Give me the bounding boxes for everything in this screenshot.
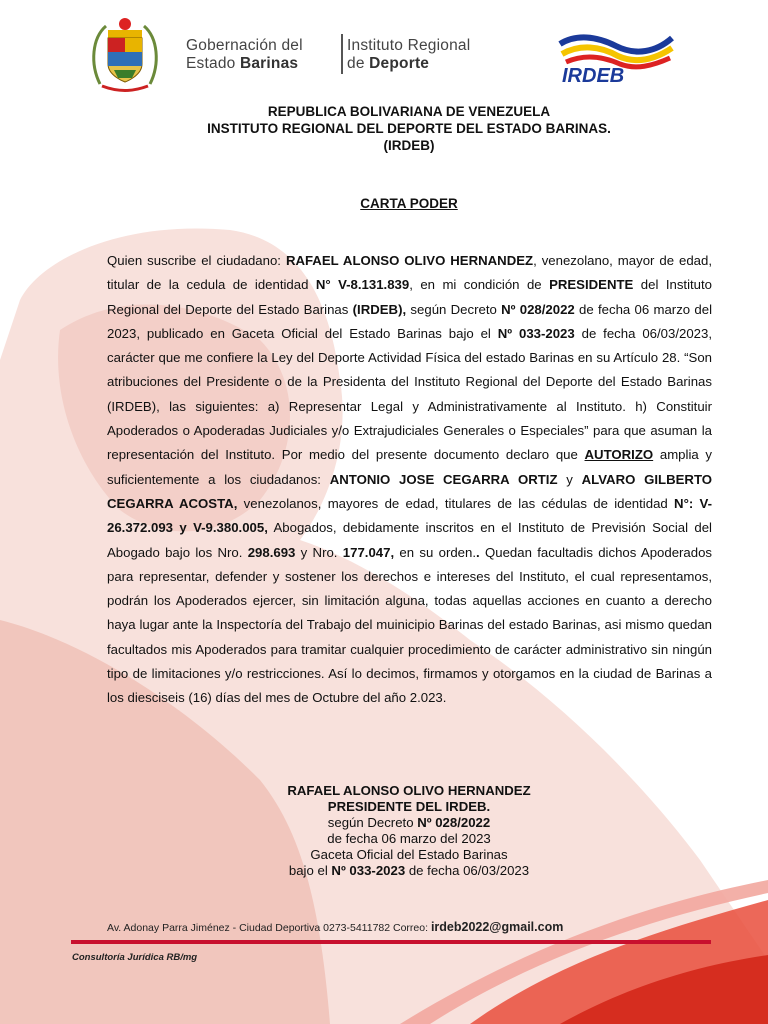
sig-text: bajo el bbox=[288, 863, 332, 878]
gov-line1: Gobernación del bbox=[186, 37, 303, 54]
consultancy-note: Consultoría Jurídica RB/mg bbox=[72, 952, 198, 963]
body-text: amplia y suficientemente a los ciudadanos: bbox=[107, 447, 712, 487]
body-text: y Nro. bbox=[295, 544, 343, 560]
sig-gazette-number: Nº 033-2023 bbox=[331, 863, 406, 878]
signature-gazette: Gaceta Oficial del Estado Barinas bbox=[310, 847, 508, 862]
gazette-number: Nº 033-2023 bbox=[497, 325, 575, 341]
authorize-word: AUTORIZO bbox=[584, 447, 654, 463]
inst-line2-a: de bbox=[347, 55, 370, 72]
institute-name bbox=[347, 37, 470, 73]
sig-text: de fecha 06/03/2023 bbox=[405, 863, 530, 878]
body-text: en su orden. bbox=[394, 544, 477, 560]
sig-decree-number: Nº 028/2022 bbox=[417, 815, 491, 830]
logo-text: IRDEB bbox=[562, 65, 625, 86]
attorney-name-1: ANTONIO JOSE CEGARRA ORTIZ bbox=[329, 471, 558, 487]
inst-line2-b: Deporte bbox=[369, 55, 430, 72]
grantor-name: RAFAEL ALONSO OLIVO HERNANDEZ bbox=[285, 253, 534, 268]
bar-number-2: 177.047, bbox=[342, 544, 395, 560]
grantor-role: PRESIDENTE bbox=[549, 277, 634, 293]
institute-acronym: (IRDEB), bbox=[352, 301, 407, 317]
body-text: venezolanos, mayores de edad, titulares de las cédulas de identidad bbox=[237, 495, 675, 511]
body-text: de fecha 06 marzo del 2023, publicado en Gaceta Oficial del Estado Barinas bajo el bbox=[107, 301, 713, 341]
footer-contact bbox=[107, 920, 563, 934]
document-body bbox=[107, 249, 712, 711]
governorate-name bbox=[186, 37, 303, 73]
irdeb-logo-icon bbox=[556, 30, 676, 86]
grantor-id: N° V-8.131.839 bbox=[315, 277, 410, 293]
signature-gazette-number bbox=[0, 863, 768, 879]
heading-line2: INSTITUTO REGIONAL DEL DEPORTE DEL ESTADO BARINAS. bbox=[207, 121, 611, 136]
attorney-ids: N°: V-26.372.093 y V-9.380.005, bbox=[107, 495, 713, 536]
footer-address: Av. Adonay Parra Jiménez - Ciudad Deportiva 0273-5411782 Correo: bbox=[107, 922, 431, 934]
signature-date: de fecha 06 marzo del 2023 bbox=[327, 831, 491, 846]
heading-line1: REPUBLICA BOLIVARIANA DE VENEZUELA bbox=[267, 104, 551, 119]
body-text: según Decreto bbox=[406, 301, 502, 317]
heading-line3: (IRDEB) bbox=[383, 138, 435, 153]
body-text: Quien suscribe el ciudadano: bbox=[107, 253, 286, 268]
body-text: de fecha 06/03/2023, carácter que me confiere la Ley del Deporte Actividad Física del estado Barinas en su Artículo 28. “Son atribuciones del Presidente o de la Presidenta del Instituto Regional del Deporte del Estado Barinas (IRDEB), las siguientes: a) Representar Legal y Administrativamente al Instituto. h) Constituir Apoderados o Apoderadas Judiciales y/o Extrajudiciales Generales o Especiales” para que asuman la representación del Instituto. Por medio del presente documento declaro que bbox=[107, 325, 712, 463]
sig-text: según Decreto bbox=[327, 815, 418, 830]
signatory-role: PRESIDENTE DEL IRDEB. bbox=[327, 799, 491, 814]
signatory-name: RAFAEL ALONSO OLIVO HERNANDEZ bbox=[287, 783, 531, 798]
gov-line2-a: Estado bbox=[186, 55, 240, 72]
footer-divider bbox=[71, 940, 711, 944]
inst-line1: Instituto Regional bbox=[347, 37, 471, 54]
signature-decree bbox=[0, 815, 768, 831]
body-bold-period: . bbox=[476, 544, 480, 560]
body-text: , venezolano, mayor de edad, titular de la cedula de identidad bbox=[107, 253, 713, 293]
attorney-name-2: ALVARO GILBERTO CEGARRA ACOSTA, bbox=[107, 471, 713, 511]
body-text: Abogados, debidamente inscritos en el Instituto de Previsión Social del Abogado bajo los Nro. bbox=[107, 520, 712, 560]
signature-block bbox=[0, 783, 768, 879]
document-title: CARTA PODER bbox=[360, 196, 458, 211]
body-text: y bbox=[557, 471, 582, 487]
bar-number-1: 298.693 bbox=[247, 544, 296, 560]
footer-email[interactable]: irdeb2022@gmail.com bbox=[430, 920, 564, 934]
barinas-coat-of-arms-icon bbox=[88, 14, 162, 94]
decree-number: Nº 028/2022 bbox=[501, 301, 575, 317]
body-text: del Instituto Regional del Deporte del Estado Barinas bbox=[107, 277, 712, 317]
header-separator bbox=[341, 34, 343, 74]
body-text: , en mi condición de bbox=[409, 277, 550, 293]
gov-line2-b: Barinas bbox=[239, 55, 299, 72]
body-text: Quedan facultadis dichos Apoderados para representar, defender y sostener los derechos e intereses del Instituto, el cual representamos, podrán los Apoderados ejercer, sin limitación alguna, todas aquellas acciones en cuanto a derecho haya lugar ante la Inspectoría del Trabajo del muinicipio Barinas del estado Barinas, asi mismo quedan facultados mis Apoderados para tramitar cualquier procedimiento de carácter administrativo sin ningún tipo de limitaciones y/o restricciones. Así lo decimos, firmamos y otorgamos en la ciudad de Barinas a los diesciseis (16) días del mes de Octubre del año 2.023. bbox=[107, 544, 713, 706]
